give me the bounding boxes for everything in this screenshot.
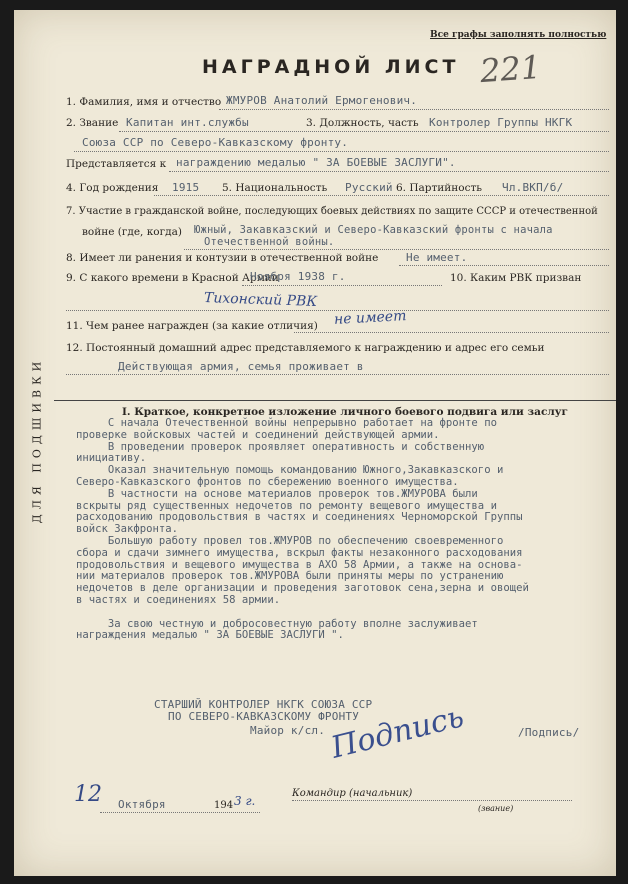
merit-line — [76, 607, 616, 619]
field-name-label: 1. Фамилия, имя и отчество — [66, 96, 222, 108]
field-birth-year-label: 4. Год рождения — [66, 182, 159, 194]
merit-line: В частности на основе материалов проверок тов.ЖМУРОВА были — [76, 487, 478, 500]
merit-line: За свою честную и добросовестную работу вполне заслуживает — [76, 617, 478, 630]
merit-line: войск Закфронта. — [76, 523, 179, 536]
field-army-since-value: Ноября 1938 г. — [250, 270, 346, 283]
field-party-value: Чл.ВКП/б/ — [502, 181, 564, 194]
signature-note: /Подпись/ — [518, 726, 580, 739]
signer-title: СТАРШИЙ КОНТРОЛЕР НКГК СОЮЗА ССР — [154, 698, 373, 711]
signer-rank: Майор к/сл. — [250, 724, 326, 737]
field-position-value-2: Союза ССР по Северо-Кавказскому фронту. — [82, 136, 349, 149]
merit-line: Оказал значительную помощь командованию Южного,Закавказского и — [76, 464, 504, 477]
field-army-since-label: 9. С какого времени в Красной Армии — [66, 272, 279, 284]
field-participation-label-2: войне (где, когда) — [82, 226, 182, 238]
field-address-label: 12. Постоянный домашний адрес представляемого к награждению и адрес его семьи — [66, 342, 545, 354]
merit-line: В проведении проверок проявляет оперативность и собственную — [76, 440, 485, 453]
merit-line: награждения медалью " ЗА БОЕВЫЕ ЗАСЛУГИ ". — [76, 629, 344, 642]
field-rvk-label: 10. Каким РВК призван — [450, 272, 582, 284]
merit-line: продовольствия и вещевого имущества в АХО 58 Армии, а также на основа- — [76, 558, 523, 571]
field-awards-handwritten: не имеет — [333, 308, 407, 328]
field-address-value: Действующая армия, семья проживает в — [118, 360, 364, 373]
merit-line: Большую работу провел тов.ЖМУРОВ по обеспечению своевременного — [76, 534, 504, 547]
signer-front: ПО СЕВЕРО-КАВКАЗСКОМУ ФРОНТУ — [168, 710, 360, 723]
date-month: Октября — [118, 798, 166, 811]
merit-line: недочетов в деле организации и проведения заготовок сена,зерна и овощей — [76, 582, 529, 595]
field-participation-value: Южный, Закавказский и Северо-Кавказский фронты с начала — [194, 224, 553, 236]
handwritten-signature: Подпись — [327, 699, 468, 766]
page-title: НАГРАДНОЙ ЛИСТ — [202, 56, 460, 78]
merit-line: Северо-Кавказского фронтов по сбережению военного имущества. — [76, 475, 459, 488]
merit-line: проверке войсковых частей и соединений действующей армии. — [76, 428, 440, 441]
field-name-value: ЖМУРОВ Анатолий Ермогенович. — [226, 94, 418, 107]
field-awards-label: 11. Чем ранее награжден (за какие отличия) — [66, 320, 318, 332]
field-nationality-label: 5. Национальность — [222, 182, 328, 194]
merit-line: в частях и соединениях 58 армии. — [76, 593, 281, 606]
merit-description — [76, 418, 616, 642]
presented-value: награждению медалью " ЗА БОЕВЫЕ ЗАСЛУГИ". — [176, 156, 456, 169]
field-participation-value-2: Отечественной войны. — [204, 236, 335, 248]
date-year-suffix: 3 г. — [234, 794, 256, 808]
field-wounds-value: Не имеет. — [406, 251, 468, 264]
field-rank-value: Капитан инт.службы — [126, 116, 249, 129]
binding-margin-label: ДЛЯ ПОДШИВКИ — [30, 356, 44, 524]
field-position-label: 3. Должность, часть — [306, 117, 419, 129]
field-rank-label: 2. Звание — [66, 117, 119, 129]
archive-number: 221 — [478, 47, 543, 91]
date-year-prefix: 194 — [214, 800, 234, 811]
field-party-label: 6. Партийность — [396, 182, 483, 194]
rank-caption: (звание) — [478, 804, 514, 813]
date-day: 12 — [74, 782, 102, 807]
presented-label: Представляется к — [66, 158, 167, 170]
merit-line: сбора и сдачи зимнего имущества, вскрыл факты незаконного расходования — [76, 546, 523, 559]
merit-line: нии материалов проверок тов.ЖМУРОВА были приняты меры по устранению — [76, 570, 504, 583]
merit-line: С начала Отечественной войны непрерывно работает на фронте по — [76, 417, 497, 429]
merit-line: инициативу. — [76, 452, 147, 465]
field-nationality-value: Русский — [345, 181, 393, 194]
section-heading: I. Краткое, конкретное изложение личного боевого подвига или заслуг — [122, 406, 568, 418]
field-position-value: Контролер Группы НКГК — [429, 116, 573, 129]
commander-label: Командир (начальник) — [292, 788, 413, 799]
field-participation-label: 7. Участие в гражданской войне, последующих боевых действиях по защите СССР и отечественной — [66, 206, 598, 217]
merit-line: вскрыты ряд существенных недочетов по ремонту вещевого имущества и — [76, 499, 497, 512]
fill-note: Все графы заполнять полностью — [430, 30, 607, 40]
field-rvk-handwritten: Тихонский РВК — [203, 290, 318, 310]
field-wounds-label: 8. Имеет ли ранения и контузии в отечественной войне — [66, 252, 379, 264]
merit-line: расходованию продовольствия в частях и соединениях Черноморской Группы — [76, 511, 523, 524]
field-birth-year-value: 1915 — [172, 181, 200, 194]
